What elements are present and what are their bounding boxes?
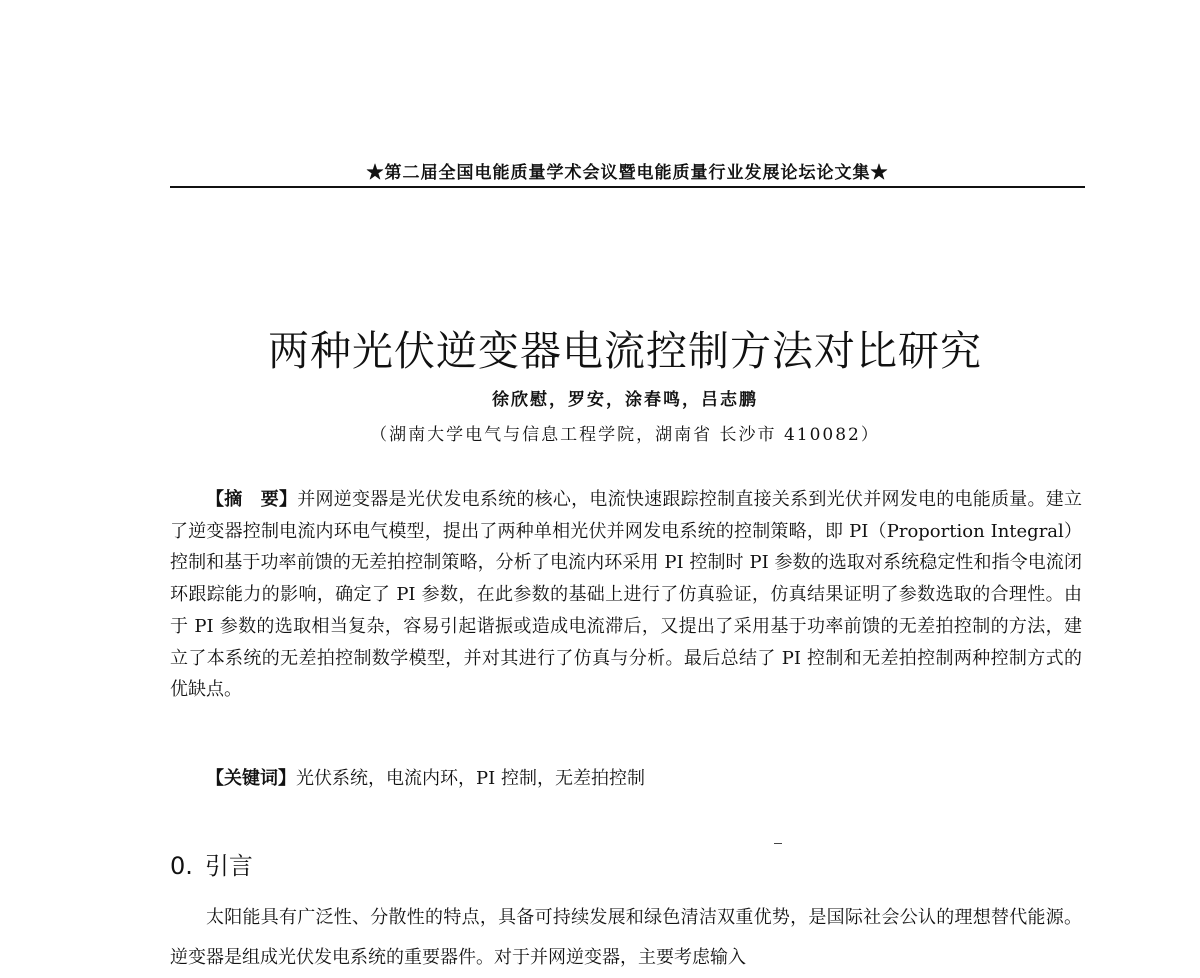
paper-affiliation: （湖南大学电气与信息工程学院，湖南省 长沙市 410082） [370, 425, 880, 445]
abstract [170, 484, 1082, 706]
section-number: 0. [170, 852, 193, 880]
keywords-label: 【关键词】 [206, 768, 296, 789]
header-rule [170, 186, 1085, 188]
scan-mark [774, 843, 782, 844]
paper-authors: 徐欣慰，罗安，涂春鸣，吕志鹏 [492, 390, 758, 410]
keywords-text: 光伏系统，电流内环，PI 控制，无差拍控制 [296, 768, 645, 789]
abstract-text: 并网逆变器是光伏发电系统的核心，电流快速跟踪控制直接关系到光伏并网发电的电能质量。建立了逆变器控制电流内环电气模型，提出了两种单相光伏并网发电系统的控制策略，即 PI（Proportion Integral）控制和基于功率前馈的无差拍控制策略，分析了电流内环采用 PI 控制时 PI 参数的选取对系统稳定性和指令电流闭环跟踪能力的影响，确定了 PI 参数，在此参数的基础上进行了仿真验证，仿真结果证明了参数选取的合理性。由于 PI 参数的选取相当复杂，容易引起谐振或造成电流滞后，又提出了采用基于功率前馈的无差拍控制的方法，建立了本系统的无差拍控制数学模型，并对其进行了仿真与分析。最后总结了 PI 控制和无差拍控制两种控制方式的优缺点。 [170, 489, 1083, 701]
paper-title: 两种光伏逆变器电流控制方法对比研究 [268, 327, 982, 375]
section-title: 引言 [204, 852, 253, 880]
abstract-label: 【摘 要】 [206, 489, 298, 510]
keywords [170, 763, 1082, 795]
section-heading [170, 846, 253, 881]
running-header: ★第二届全国电能质量学术会议暨电能质量行业发展论坛论文集★ [366, 163, 889, 183]
intro-paragraph: 太阳能具有广泛性、分散性的特点，具备可持续发展和绿色清洁双重优势，是国际社会公认的理想替代能源。逆变器是组成光伏发电系统的重要器件。对于并网逆变器，主要考虑输入 [170, 907, 1082, 968]
